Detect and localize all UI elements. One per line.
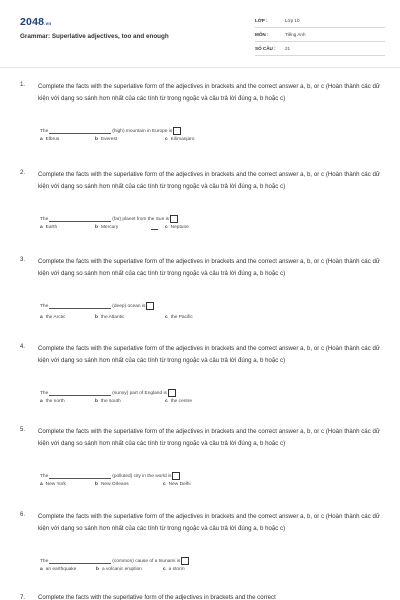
sentence-end: (common) cause of a tsunami is (112, 558, 181, 564)
sentence-end: (deep) ocean is (112, 303, 146, 309)
question-instruction: Complete the facts with the superlative form of the adjectives in brackets and the correct answer a, b, or c (Hoàn thành các dữ kiện với dạng so sánh hơn nhất của các tính từ trong ngoặc và câu trả lời đúng a, b hoặc c) (38, 428, 380, 447)
brand-suffix: .vn (44, 21, 52, 26)
option-a[interactable]: a Earth (40, 225, 58, 230)
option-b[interactable]: b New Orleans (95, 482, 129, 487)
meta-count-label: SỐ CÂU : (255, 46, 276, 51)
option-a[interactable]: a an earthquake (40, 567, 77, 572)
question-instruction: Complete the facts with the superlative form of the adjectives in brackets and the correct answer a, b, or c (Hoàn thành các dữ kiện với dạng so sánh hơn nhất của các tính từ trong ngoặc và câu trả lời đúng a, b hoặc c) (38, 171, 380, 190)
header-divider (0, 67, 400, 68)
stray-dash (151, 229, 158, 230)
question-7-partial (20, 594, 276, 600)
answer-box[interactable] (172, 472, 180, 480)
answer-blank[interactable] (49, 559, 111, 564)
question-number: 1. (20, 81, 26, 88)
sentence-start: The (40, 303, 49, 309)
question-number: 6. (20, 511, 26, 518)
worksheet-title: Grammar: Superlative adjectives, too and enough (20, 33, 169, 40)
answer-box[interactable] (170, 215, 178, 223)
option-a[interactable]: a New York (40, 482, 66, 487)
sentence-end: (far) planet from the Sun is (112, 216, 170, 222)
answer-options (40, 399, 340, 407)
question-instruction: Complete the facts with the superlative form of the adjectives in brackets and the correct answer a, b, or c (Hoàn thành các dữ kiện với dạng so sánh hơn nhất của các tính từ trong ngoặc và câu trả lời đúng a, b hoặc c) (38, 83, 380, 102)
meta-class-label: LỚP : (255, 18, 268, 23)
question-1 (0, 81, 400, 171)
question-sentence (40, 302, 154, 311)
option-c[interactable]: c a storm (163, 567, 185, 572)
option-c[interactable]: c New Delhi (163, 482, 191, 487)
answer-blank[interactable] (49, 304, 111, 309)
sentence-start: The (40, 216, 49, 222)
answer-blank[interactable] (49, 391, 111, 396)
question-instruction: Complete the facts with the superlative form of the adjectives in brackets and the correct answer a, b, or c (Hoàn thành các dữ kiện với dạng so sánh hơn nhất của các tính từ trong ngoặc và câu trả lời đúng a, b hoặc c) (38, 345, 380, 364)
question-number: 4. (20, 343, 26, 350)
question-instruction: Complete the facts with the superlative form of the adjectives in brackets and the correct answer a, b, or c (Hoàn thành các dữ kiện với dạng so sánh hơn nhất của các tính từ trong ngoặc và câu trả lời đúng a, b hoặc c) (38, 258, 380, 277)
option-c[interactable]: c Neptune (165, 225, 189, 230)
sentence-end: (sunny) part of England is (112, 390, 167, 396)
option-b[interactable]: b the Atlantic (95, 315, 125, 320)
sentence-start: The (40, 558, 49, 564)
option-b[interactable]: b Everest (95, 137, 118, 142)
answer-options (40, 225, 340, 233)
answer-box[interactable] (168, 389, 176, 397)
answer-options (40, 137, 340, 145)
option-c[interactable]: c the Pacific (165, 315, 193, 320)
sentence-start: The (40, 390, 49, 396)
question-5 (0, 426, 400, 516)
option-a[interactable]: a Elbrus (40, 137, 60, 142)
question-number: 3. (20, 256, 26, 263)
answer-options (40, 315, 340, 323)
question-instruction: Complete the facts with the superlative form of the adjectives in brackets and the correct answer a, b, or c (Hoàn thành các dữ kiện với dạng so sánh hơn nhất của các tính từ trong ngoặc và câu trả lời đúng a, b hoặc c) (38, 513, 380, 532)
meta-count (255, 43, 385, 56)
sentence-start: The (40, 473, 49, 479)
question-sentence (40, 127, 181, 136)
question-number: 7. (20, 594, 26, 600)
question-3 (0, 256, 400, 346)
answer-box[interactable] (146, 302, 154, 310)
option-a[interactable]: a the north (40, 399, 65, 404)
meta-subject-value: Tiếng Anh (285, 32, 306, 37)
question-sentence (40, 557, 189, 566)
question-2 (0, 169, 400, 259)
meta-class (255, 15, 385, 28)
question-4 (0, 343, 400, 433)
option-b[interactable]: b the south (95, 399, 121, 404)
question-sentence (40, 389, 176, 398)
meta-subject-label: MÔN : (255, 32, 269, 37)
sentence-end: (high) mountain in Europe is (112, 128, 173, 134)
option-c[interactable]: c the centre (165, 399, 193, 404)
answer-options (40, 567, 340, 575)
question-number: 2. (20, 169, 26, 176)
meta-count-value: 21 (285, 46, 291, 51)
answer-blank[interactable] (49, 474, 111, 479)
answer-options (40, 482, 340, 490)
sentence-start: The (40, 128, 49, 134)
option-b[interactable]: b a volcanic eruption (96, 567, 142, 572)
option-a[interactable]: a the Arctic (40, 315, 66, 320)
brand-name: 2048 (20, 16, 45, 28)
meta-class-value: Lớp 10 (285, 18, 300, 23)
option-c[interactable]: c Kilimanjaro (165, 137, 195, 142)
meta-subject (255, 29, 385, 42)
answer-box[interactable] (181, 557, 189, 565)
answer-blank[interactable] (49, 129, 111, 134)
brand-logo (20, 16, 51, 28)
question-number: 5. (20, 426, 26, 433)
question-6 (0, 511, 400, 600)
question-sentence (40, 215, 178, 224)
answer-box[interactable] (173, 127, 181, 135)
question-instruction: Complete the facts with the superlative form of the adjectives in brackets and the correct (38, 594, 276, 600)
page-header (0, 0, 400, 72)
question-sentence (40, 472, 180, 481)
answer-blank[interactable] (49, 217, 111, 222)
option-b[interactable]: b Mercury (95, 225, 119, 230)
sentence-end: (polluted) city in the world is (112, 473, 172, 479)
